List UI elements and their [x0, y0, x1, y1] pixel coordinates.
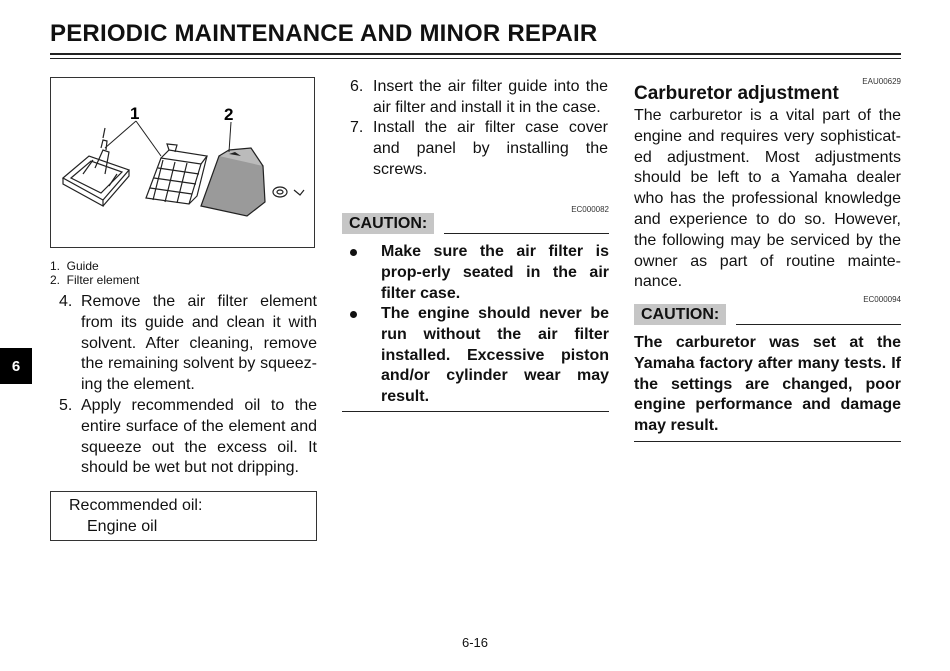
- caution-header: [342, 213, 609, 234]
- step-4: [59, 292, 317, 394]
- caution-text: The carburetor was set at the Yamaha factory after many tests. If the settings are changed, poor engine performance and damage may result.: [634, 334, 901, 435]
- step-text: Apply recommended oil to the entire surface of the element and squeeze out the excess oil. It should be wet but not dripping.: [81, 397, 317, 477]
- bullet-dot-icon: [350, 249, 357, 256]
- step-number: 5.: [59, 397, 73, 414]
- step-number: 6.: [350, 78, 364, 95]
- step-7: [350, 118, 608, 181]
- cage-drawing: [146, 144, 207, 204]
- filter-element-drawing: [201, 148, 265, 216]
- caution-end-rule: [634, 441, 901, 442]
- step-5: [59, 396, 317, 480]
- step-6: [350, 77, 608, 119]
- figure-air-filter: [50, 77, 315, 248]
- header-rule-thin: [50, 58, 901, 59]
- step-text: Remove the air filter element from its guide and clean it with solvent. After cleaning, remove the remaining solvent by squeez-ing the element.: [81, 293, 317, 394]
- guide-drawing: [63, 128, 129, 206]
- oil-value: Engine oil: [87, 518, 158, 535]
- caution-bullet-1: [350, 242, 609, 305]
- step-text: Install the air filter case cover and panel by installing the screws.: [373, 119, 608, 178]
- chapter-tab: 6: [0, 348, 32, 384]
- bullet-dot-icon: [350, 311, 357, 318]
- section-heading: Carburetor adjustment: [634, 83, 839, 104]
- callout-2: 2: [224, 105, 234, 124]
- air-filter-illustration: [51, 78, 314, 247]
- callout-1: 1: [130, 104, 140, 123]
- caution-header: [634, 304, 901, 325]
- section-code: EAU00629: [862, 77, 901, 86]
- screw-parts-drawing: [273, 187, 304, 197]
- caution-bullet-2: [350, 304, 609, 409]
- section-code: EC000082: [571, 205, 609, 214]
- caution-text: The engine should never be run without the air filter installed. Excessive piston and/or cylinder wear may result.: [381, 305, 609, 406]
- caution-rule: [736, 304, 901, 325]
- recommended-oil-box: [50, 491, 317, 541]
- page-number: 6-16: [461, 635, 489, 650]
- caution-rule: [444, 213, 609, 234]
- caution-code: EC000094: [863, 295, 901, 304]
- caution-end-rule: [342, 411, 609, 412]
- header-rule: [50, 53, 901, 55]
- page-title: PERIODIC MAINTENANCE AND MINOR REPAIR: [50, 20, 598, 47]
- figure-caption-2: 2. Filter element: [50, 273, 140, 287]
- oil-label: Recommended oil:: [69, 497, 203, 514]
- step-text: Insert the air filter guide into the air filter and install it in the case.: [373, 78, 608, 116]
- caution-text: Make sure the air filter is prop-erly seated in the air filter case.: [381, 243, 609, 302]
- figure-caption-1: 1. Guide: [50, 259, 99, 273]
- caution-label: CAUTION:: [634, 304, 726, 325]
- step-number: 4.: [59, 293, 73, 310]
- step-number: 7.: [350, 119, 364, 136]
- section-body: The carburetor is a vital part of the engine and requires very sophisticat-ed adjustment. Most adjustments should be left to a Yamaha dealer who has the professional knowledge and experience to do so. However, the following may be serviced by the owner as part of routine mainte-nance.: [634, 107, 901, 291]
- caution-label: CAUTION:: [342, 213, 434, 234]
